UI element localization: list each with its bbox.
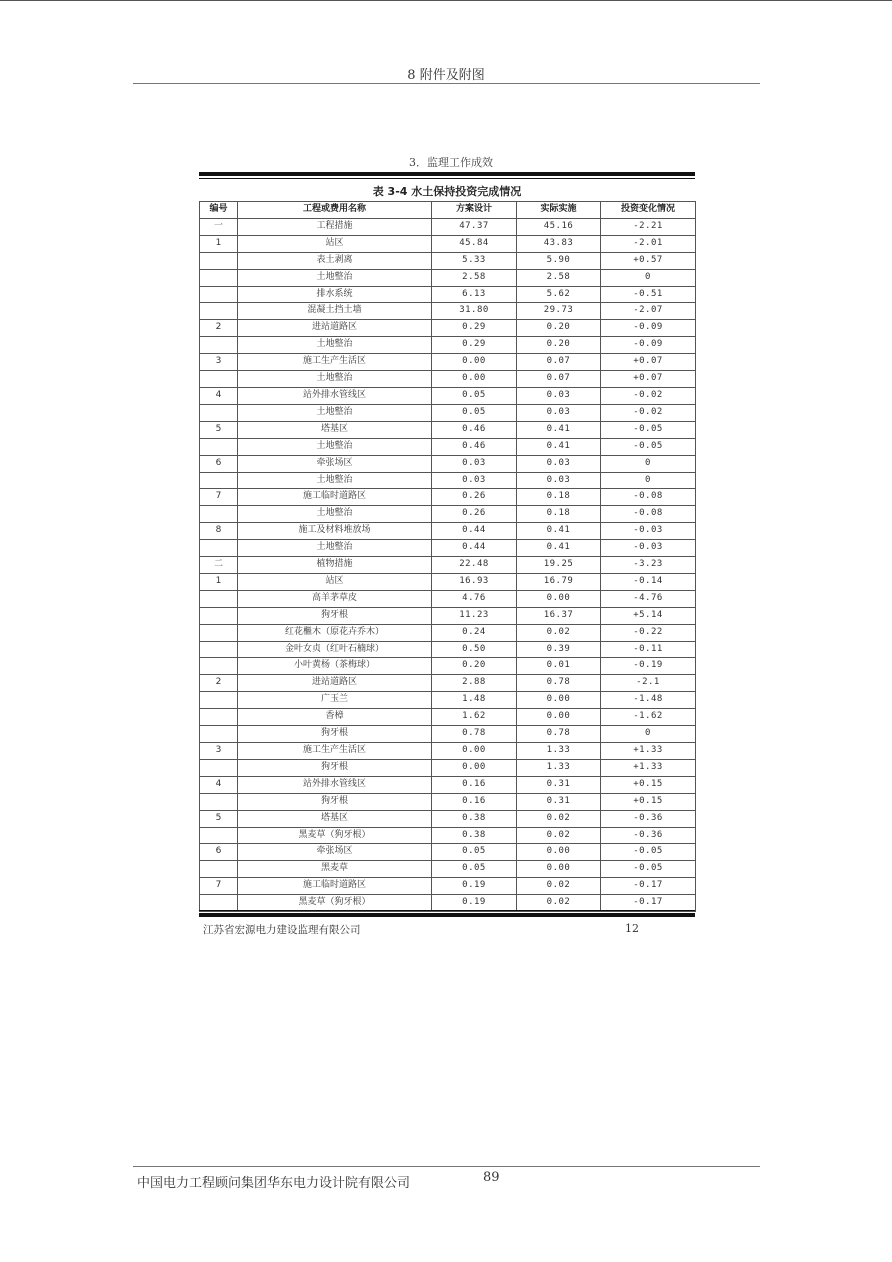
planned-value: 2.58 — [432, 269, 517, 286]
row-number — [200, 252, 238, 269]
change-value: -0.17 — [601, 878, 696, 895]
table-row — [200, 641, 696, 658]
planned-value: 4.76 — [432, 590, 517, 607]
item-name: 土地整治 — [238, 371, 432, 388]
row-number — [200, 540, 238, 557]
row-number — [200, 590, 238, 607]
table-row — [200, 235, 696, 252]
row-number: 2 — [200, 320, 238, 337]
table-row — [200, 354, 696, 371]
planned-value: 0.38 — [432, 810, 517, 827]
table-row — [200, 692, 696, 709]
row-number: 3 — [200, 743, 238, 760]
planned-value: 0.00 — [432, 743, 517, 760]
row-number: 3 — [200, 354, 238, 371]
row-number: 7 — [200, 489, 238, 506]
col-header-actual: 实际实施 — [517, 202, 601, 219]
planned-value: 0.50 — [432, 641, 517, 658]
table-row — [200, 320, 696, 337]
planned-value: 0.78 — [432, 726, 517, 743]
actual-value: 16.37 — [517, 607, 601, 624]
table-row — [200, 878, 696, 895]
actual-value: 0.41 — [517, 523, 601, 540]
change-value: -0.09 — [601, 320, 696, 337]
item-name: 土地整治 — [238, 506, 432, 523]
planned-value: 0.16 — [432, 776, 517, 793]
section-title: 3．监理工作成效 — [409, 156, 493, 169]
table-row — [200, 827, 696, 844]
item-name: 狗牙根 — [238, 726, 432, 743]
row-number — [200, 303, 238, 320]
change-value: -0.51 — [601, 286, 696, 303]
actual-value: 0.03 — [517, 472, 601, 489]
row-number: 6 — [200, 844, 238, 861]
change-value: -0.14 — [601, 573, 696, 590]
table-row — [200, 489, 696, 506]
change-value: 0 — [601, 472, 696, 489]
col-header-planned: 方案设计 — [432, 202, 517, 219]
actual-value: 0.02 — [517, 810, 601, 827]
table-row — [200, 506, 696, 523]
planned-value: 0.00 — [432, 371, 517, 388]
planned-value: 0.46 — [432, 438, 517, 455]
table-row — [200, 590, 696, 607]
planned-value: 0.24 — [432, 624, 517, 641]
item-name: 黑麦草 — [238, 861, 432, 878]
planned-value: 0.03 — [432, 455, 517, 472]
table-row — [200, 404, 696, 421]
actual-value: 0.00 — [517, 709, 601, 726]
actual-value: 29.73 — [517, 303, 601, 320]
item-name: 牵张场区 — [238, 844, 432, 861]
row-number — [200, 337, 238, 354]
row-number: 7 — [200, 878, 238, 895]
item-name: 小叶黄杨（茶梅球） — [238, 658, 432, 675]
item-name: 施工生产生活区 — [238, 354, 432, 371]
actual-value: 0.41 — [517, 540, 601, 557]
item-name: 土地整治 — [238, 438, 432, 455]
change-value: -2.21 — [601, 218, 696, 235]
item-name: 施工及材料堆放场 — [238, 523, 432, 540]
item-name: 施工生产生活区 — [238, 743, 432, 760]
change-value: +0.15 — [601, 776, 696, 793]
item-name: 红花檵木（原花卉乔木） — [238, 624, 432, 641]
row-number — [200, 286, 238, 303]
table-row — [200, 607, 696, 624]
row-number — [200, 371, 238, 388]
row-number — [200, 472, 238, 489]
item-name: 塔基区 — [238, 810, 432, 827]
item-name: 土地整治 — [238, 404, 432, 421]
actual-value: 1.33 — [517, 743, 601, 760]
planned-value: 0.26 — [432, 506, 517, 523]
planned-value: 0.19 — [432, 895, 517, 912]
planned-value: 0.19 — [432, 878, 517, 895]
item-name: 表土剥离 — [238, 252, 432, 269]
planned-value: 22.48 — [432, 557, 517, 574]
actual-value: 5.90 — [517, 252, 601, 269]
item-name: 狗牙根 — [238, 793, 432, 810]
change-value: 0 — [601, 726, 696, 743]
table-header-row — [200, 202, 696, 219]
planned-value: 1.48 — [432, 692, 517, 709]
row-number: 5 — [200, 421, 238, 438]
item-name: 站外排水管线区 — [238, 776, 432, 793]
row-number — [200, 692, 238, 709]
item-name: 香樟 — [238, 709, 432, 726]
table-row — [200, 523, 696, 540]
actual-value: 0.41 — [517, 438, 601, 455]
change-value: -0.03 — [601, 540, 696, 557]
table-row — [200, 675, 696, 692]
actual-value: 0.31 — [517, 776, 601, 793]
table-row — [200, 557, 696, 574]
item-name: 黑麦草（狗牙根） — [238, 895, 432, 912]
table-row — [200, 303, 696, 320]
row-number — [200, 793, 238, 810]
item-name: 站区 — [238, 573, 432, 590]
planned-value: 0.05 — [432, 404, 517, 421]
item-name: 植物措施 — [238, 557, 432, 574]
actual-value: 16.79 — [517, 573, 601, 590]
item-name: 工程措施 — [238, 218, 432, 235]
item-name: 塔基区 — [238, 421, 432, 438]
page-header-title: 8 附件及附图 — [407, 68, 485, 83]
actual-value: 0.20 — [517, 320, 601, 337]
change-value: +0.15 — [601, 793, 696, 810]
change-value: +0.07 — [601, 371, 696, 388]
change-value: -0.02 — [601, 404, 696, 421]
planned-value: 0.44 — [432, 523, 517, 540]
planned-value: 0.00 — [432, 759, 517, 776]
table-row — [200, 759, 696, 776]
row-number — [200, 404, 238, 421]
table-row — [200, 472, 696, 489]
row-number — [200, 641, 238, 658]
table-row — [200, 387, 696, 404]
row-number: 1 — [200, 573, 238, 590]
item-name: 施工临时道路区 — [238, 489, 432, 506]
change-value: -0.05 — [601, 421, 696, 438]
table-row — [200, 743, 696, 760]
actual-value: 0.18 — [517, 506, 601, 523]
change-value: -0.36 — [601, 810, 696, 827]
actual-value: 5.62 — [517, 286, 601, 303]
planned-value: 0.16 — [432, 793, 517, 810]
bottom-thick-rule — [199, 913, 695, 917]
actual-value: 19.25 — [517, 557, 601, 574]
row-number — [200, 827, 238, 844]
footer-page-number: 89 — [483, 1170, 500, 1185]
planned-value: 0.26 — [432, 489, 517, 506]
item-name: 土地整治 — [238, 337, 432, 354]
col-header-change: 投资变化情况 — [601, 202, 696, 219]
planned-value: 1.62 — [432, 709, 517, 726]
actual-value: 0.01 — [517, 658, 601, 675]
planned-value: 0.20 — [432, 658, 517, 675]
row-number: 8 — [200, 523, 238, 540]
col-header-number: 编号 — [200, 202, 238, 219]
planned-value: 5.33 — [432, 252, 517, 269]
company-footer: 江苏省宏源电力建设监理有限公司 — [203, 924, 361, 936]
actual-value: 0.07 — [517, 371, 601, 388]
table-row — [200, 658, 696, 675]
item-name: 进站道路区 — [238, 675, 432, 692]
item-name: 排水系统 — [238, 286, 432, 303]
item-name: 土地整治 — [238, 269, 432, 286]
planned-value: 2.88 — [432, 675, 517, 692]
page-top-border — [0, 0, 892, 1]
table-row — [200, 624, 696, 641]
change-value: -0.02 — [601, 387, 696, 404]
change-value: +5.14 — [601, 607, 696, 624]
table-row — [200, 776, 696, 793]
change-value: -2.07 — [601, 303, 696, 320]
change-value: -0.03 — [601, 523, 696, 540]
table-row — [200, 844, 696, 861]
row-number: 1 — [200, 235, 238, 252]
row-number — [200, 506, 238, 523]
actual-value: 0.00 — [517, 590, 601, 607]
top-thin-rule — [199, 178, 695, 179]
actual-value: 0.31 — [517, 793, 601, 810]
row-number: 一 — [200, 218, 238, 235]
change-value: 0 — [601, 269, 696, 286]
actual-value: 0.00 — [517, 861, 601, 878]
row-number — [200, 624, 238, 641]
item-name: 高羊茅草皮 — [238, 590, 432, 607]
item-name: 狗牙根 — [238, 759, 432, 776]
actual-value: 0.00 — [517, 692, 601, 709]
top-thick-rule — [199, 172, 695, 176]
change-value: -2.01 — [601, 235, 696, 252]
change-value: +0.57 — [601, 252, 696, 269]
actual-value: 0.03 — [517, 455, 601, 472]
row-number — [200, 861, 238, 878]
item-name: 土地整治 — [238, 540, 432, 557]
planned-value: 0.46 — [432, 421, 517, 438]
table-row — [200, 573, 696, 590]
row-number — [200, 759, 238, 776]
bottom-thin-rule — [199, 910, 695, 911]
row-number: 4 — [200, 387, 238, 404]
actual-value: 0.00 — [517, 844, 601, 861]
item-name: 黑麦草（狗牙根） — [238, 827, 432, 844]
change-value: -0.05 — [601, 438, 696, 455]
planned-value: 16.93 — [432, 573, 517, 590]
row-number: 二 — [200, 557, 238, 574]
change-value: -2.1 — [601, 675, 696, 692]
row-number — [200, 269, 238, 286]
item-name: 牵张场区 — [238, 455, 432, 472]
table-row — [200, 286, 696, 303]
actual-value: 0.39 — [517, 641, 601, 658]
actual-value: 0.02 — [517, 895, 601, 912]
table-row — [200, 371, 696, 388]
planned-value: 0.05 — [432, 861, 517, 878]
row-number: 5 — [200, 810, 238, 827]
change-value: -1.48 — [601, 692, 696, 709]
row-number — [200, 709, 238, 726]
row-number — [200, 438, 238, 455]
table-row — [200, 252, 696, 269]
row-number — [200, 726, 238, 743]
change-value: -0.17 — [601, 895, 696, 912]
table-row — [200, 438, 696, 455]
planned-value: 0.44 — [432, 540, 517, 557]
planned-value: 11.23 — [432, 607, 517, 624]
planned-value: 0.05 — [432, 844, 517, 861]
table-row — [200, 793, 696, 810]
change-value: -0.22 — [601, 624, 696, 641]
change-value: -0.19 — [601, 658, 696, 675]
inner-page-number: 12 — [625, 922, 639, 935]
table-title: 表 3-4 水土保持投资完成情况 — [372, 185, 522, 198]
change-value: 0 — [601, 455, 696, 472]
row-number — [200, 607, 238, 624]
row-number — [200, 658, 238, 675]
table-body — [200, 218, 696, 911]
change-value: -0.11 — [601, 641, 696, 658]
footer-divider — [133, 1166, 760, 1167]
planned-value: 6.13 — [432, 286, 517, 303]
table-row — [200, 269, 696, 286]
change-value: -0.08 — [601, 506, 696, 523]
actual-value: 0.07 — [517, 354, 601, 371]
change-value: -0.05 — [601, 861, 696, 878]
change-value: -0.09 — [601, 337, 696, 354]
table-row — [200, 455, 696, 472]
row-number: 4 — [200, 776, 238, 793]
actual-value: 0.18 — [517, 489, 601, 506]
table-row — [200, 421, 696, 438]
item-name: 施工临时道路区 — [238, 878, 432, 895]
planned-value: 45.84 — [432, 235, 517, 252]
item-name: 进站道路区 — [238, 320, 432, 337]
table-row — [200, 861, 696, 878]
change-value: -4.76 — [601, 590, 696, 607]
investment-table — [199, 201, 696, 912]
col-header-name: 工程或费用名称 — [238, 202, 432, 219]
actual-value: 0.78 — [517, 726, 601, 743]
actual-value: 0.02 — [517, 827, 601, 844]
planned-value: 0.05 — [432, 387, 517, 404]
change-value: -0.08 — [601, 489, 696, 506]
table-row — [200, 218, 696, 235]
actual-value: 0.02 — [517, 878, 601, 895]
planned-value: 47.37 — [432, 218, 517, 235]
table-row — [200, 709, 696, 726]
item-name: 金叶女贞（红叶石楠球） — [238, 641, 432, 658]
planned-value: 0.38 — [432, 827, 517, 844]
actual-value: 0.03 — [517, 404, 601, 421]
header-divider — [133, 83, 760, 84]
change-value: +1.33 — [601, 743, 696, 760]
change-value: -1.62 — [601, 709, 696, 726]
actual-value: 0.20 — [517, 337, 601, 354]
change-value: -3.23 — [601, 557, 696, 574]
change-value: +1.33 — [601, 759, 696, 776]
item-name: 站外排水管线区 — [238, 387, 432, 404]
actual-value: 45.16 — [517, 218, 601, 235]
actual-value: 0.41 — [517, 421, 601, 438]
actual-value: 2.58 — [517, 269, 601, 286]
change-value: +0.07 — [601, 354, 696, 371]
row-number: 2 — [200, 675, 238, 692]
change-value: -0.05 — [601, 844, 696, 861]
item-name: 狗牙根 — [238, 607, 432, 624]
item-name: 站区 — [238, 235, 432, 252]
item-name: 混凝土挡土墙 — [238, 303, 432, 320]
change-value: -0.36 — [601, 827, 696, 844]
planned-value: 31.80 — [432, 303, 517, 320]
item-name: 广玉兰 — [238, 692, 432, 709]
actual-value: 43.83 — [517, 235, 601, 252]
footer-org: 中国电力工程顾问集团华东电力设计院有限公司 — [137, 1176, 411, 1191]
actual-value: 0.78 — [517, 675, 601, 692]
planned-value: 0.29 — [432, 337, 517, 354]
planned-value: 0.03 — [432, 472, 517, 489]
actual-value: 1.33 — [517, 759, 601, 776]
row-number: 6 — [200, 455, 238, 472]
table-row — [200, 540, 696, 557]
actual-value: 0.02 — [517, 624, 601, 641]
table-row — [200, 810, 696, 827]
table-row — [200, 726, 696, 743]
table-row — [200, 337, 696, 354]
actual-value: 0.03 — [517, 387, 601, 404]
item-name: 土地整治 — [238, 472, 432, 489]
planned-value: 0.29 — [432, 320, 517, 337]
planned-value: 0.00 — [432, 354, 517, 371]
